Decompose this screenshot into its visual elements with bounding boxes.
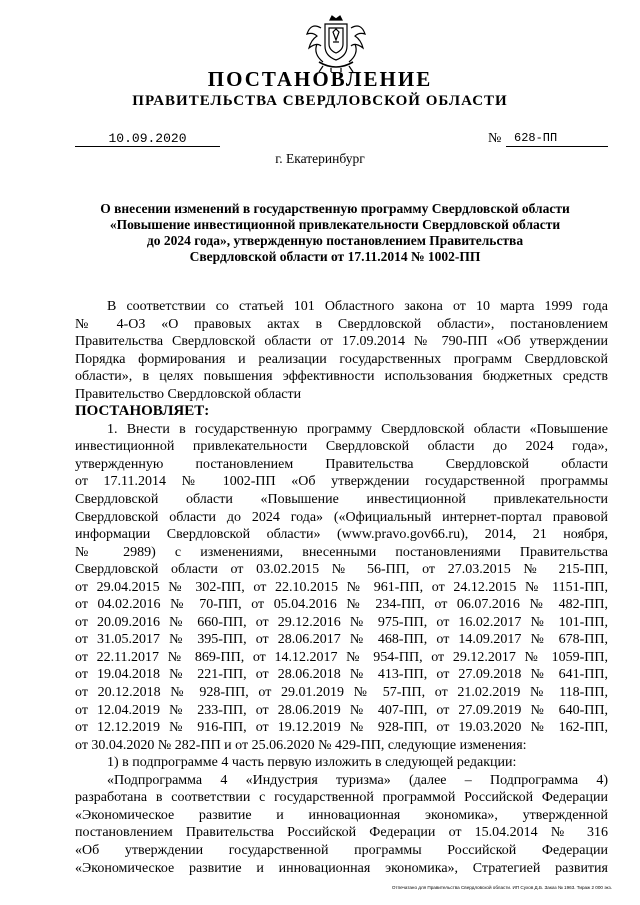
body-line: от 22.11.2017 № 869-ПП, от 14.12.2017 № 954-ПП, от 29.12.2017 № 1059-ПП, xyxy=(75,649,608,665)
body-line: Правительства Свердловской области от 17.09.2014 № 790-ПП «Об утверждении xyxy=(75,334,608,350)
subject-line: «Повышение инвестиционной привлекательности Свердловской области xyxy=(109,217,561,232)
body-line: от 12.12.2019 № 916-ПП, от 19.12.2019 № 928-ПП, от 19.03.2020 № 162-ПП, xyxy=(75,720,608,736)
body-line: № 2989) с изменениями, внесенными постановлениями Правительства xyxy=(75,544,608,560)
body-line: «Экономическое развитие и инновационная экономика», Стратегией развития xyxy=(75,860,608,876)
document-number xyxy=(488,131,608,146)
document-body xyxy=(75,298,608,877)
number-sign: № xyxy=(488,131,502,146)
body-line: «Экономическое развитие и инновационная экономика», утвержденной xyxy=(75,807,608,823)
subject-line: Свердловской области от 17.11.2014 № 1002-ПП xyxy=(189,249,481,264)
body-line: 1) в подпрограмме 4 часть первую изложить в следующей редакции: xyxy=(107,755,517,771)
body-line: от 20.09.2016 № 660-ПП, от 29.12.2016 № 975-ПП, от 16.02.2017 № 101-ПП, xyxy=(75,614,608,630)
body-line: постановлением Правительства Российской Федерации от 15.04.2014 № 316 xyxy=(75,825,608,841)
subject-line: О внесении изменений в государственную программу Свердловской области xyxy=(100,201,570,216)
body-line: от 20.12.2018 № 928-ПП, от 29.01.2019 № 57-ПП, от 21.02.2019 № 118-ПП, xyxy=(75,685,608,701)
coat-of-arms-emblem xyxy=(303,14,369,74)
document-type-title: ПОСТАНОВЛЕНИЕ xyxy=(207,67,433,91)
document-subject xyxy=(70,201,600,265)
body-line: Свердловской области «Повышение инвестиционной привлекательности xyxy=(75,492,608,508)
body-line: от 29.04.2015 № 302-ПП, от 22.10.2015 № 961-ПП, от 24.12.2015 № 1151-ПП, xyxy=(75,579,608,595)
number-value: 628-ПП xyxy=(506,131,608,147)
body-line: «Подпрограмма 4 «Индустрия туризма» (далее – Подпрограмма 4) xyxy=(107,772,608,788)
body-line: Свердловской области от 03.02.2015 № 56-ПП, от 27.03.2015 № 215-ПП, xyxy=(75,562,608,578)
print-footer: Отпечатано для Правительства Свердловской области. ИП Сухов Д.Б. Заказ № 1963. Тираж 2 000 экз. xyxy=(391,885,612,890)
body-line: 1. Внести в государственную программу Свердловской области «Повышение xyxy=(107,421,608,437)
document-date: 10.09.2020 xyxy=(75,131,220,147)
body-line: разработана в соответствии с государственной программой Российской Федерации xyxy=(75,790,608,806)
body-line: № 4-ОЗ «О правовых актах в Свердловской области», постановлением xyxy=(75,316,608,332)
body-line: области», в целях повышения эффективности использования бюджетных средств xyxy=(75,369,608,385)
body-line: Свердловской области до 2024 года» («Официальный интернет-портал правовой xyxy=(75,509,608,525)
body-line: Правительство Свердловской области xyxy=(75,386,302,402)
body-line: от 12.04.2019 № 233-ПП, от 28.06.2019 № 407-ПП, от 27.09.2019 № 640-ПП, xyxy=(75,702,608,718)
body-line: инвестиционной привлекательности Свердловской области до 2024 года», xyxy=(75,439,608,455)
city-line: г. Екатеринбург xyxy=(275,151,365,166)
body-line: «Об утверждении государственной программы Российской Федерации xyxy=(75,842,608,858)
subject-line: до 2024 года», утвержденную постановлением Правительства xyxy=(146,233,524,248)
body-line: от 17.11.2014 № 1002-ПП «Об утверждении государственной программы xyxy=(75,474,608,490)
issuer-title: ПРАВИТЕЛЬСТВА СВЕРДЛОВСКОЙ ОБЛАСТИ xyxy=(132,93,508,109)
body-line: от 31.05.2017 № 395-ПП, от 28.06.2017 № 468-ПП, от 14.09.2017 № 678-ПП, xyxy=(75,632,608,648)
body-line: от 19.04.2018 № 221-ПП, от 28.06.2018 № 413-ПП, от 27.09.2018 № 641-ПП, xyxy=(75,667,608,683)
body-line: Порядка формирования и реализации государственных программ Свердловской xyxy=(75,351,608,367)
body-line: утвержденную постановлением Правительства Свердловской области xyxy=(75,456,608,472)
body-line: информации Свердловской области» (www.pravo.gov66.ru), 2014, 21 ноября, xyxy=(75,527,608,543)
body-line: В соответствии со статьей 101 Областного закона от 10 марта 1999 года xyxy=(107,299,608,314)
body-line: от 04.02.2016 № 70-ПП, от 05.04.2016 № 234-ПП, от 06.07.2016 № 482-ПП, xyxy=(75,597,608,613)
body-line: от 30.04.2020 № 282-ПП и от 25.06.2020 № 429-ПП, следующие изменения: xyxy=(75,737,527,753)
resolves-heading: ПОСТАНОВЛЯЕТ: xyxy=(75,403,210,420)
